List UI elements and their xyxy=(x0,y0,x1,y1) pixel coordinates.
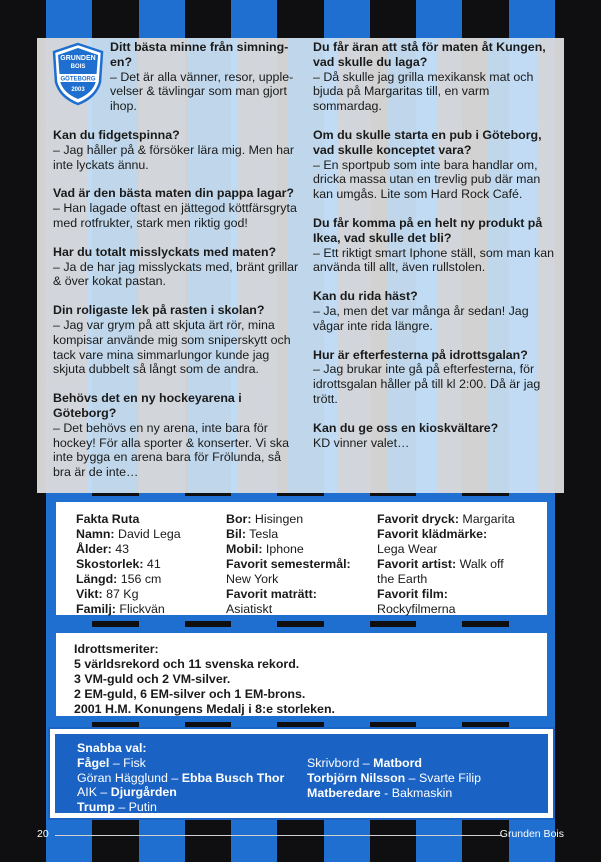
choice-sep: - xyxy=(380,785,392,800)
choice-row xyxy=(77,771,307,786)
fact-value: New York xyxy=(226,572,279,586)
question: Kan du fidgetspinna? xyxy=(53,127,180,142)
choice-sep: – xyxy=(359,756,374,770)
question: Vad är den bästa maten din pappa lagar? xyxy=(53,186,294,201)
qa-item xyxy=(53,186,300,230)
choice-row xyxy=(77,800,307,815)
fact-key: Favorit maträtt: xyxy=(226,587,317,601)
qa-item xyxy=(313,421,558,451)
answer: – Jag var grym på att skjuta ärt rör, mina kompisar använde mig som sniperskytt och tack vare mina simmarlungor kunde jag skjuta dubbelt så långt som de andra. xyxy=(53,317,291,377)
fact-key: Favorit film: xyxy=(377,587,448,601)
choice-sep: – xyxy=(109,755,124,770)
page-number: 20 xyxy=(37,828,49,840)
snabba-column-2 xyxy=(307,756,537,800)
choice-b: Bakmaskin xyxy=(391,785,453,800)
fact-key: Längd: xyxy=(76,572,118,586)
choice-a: Skrivbord xyxy=(307,756,360,770)
choice-sep: – xyxy=(96,785,111,800)
answer: – Det är alla vänner, resor, upple-velser & tävlingar som man gjort ihop. xyxy=(110,69,294,114)
fact-value: 156 cm xyxy=(117,572,162,586)
choice-sep: – xyxy=(405,770,419,785)
fact-key: Skostorlek: xyxy=(76,557,144,571)
answer: – Han lagade oftast en jättegod köttfärsgryta med rotfrukter, stark men riktig god! xyxy=(53,201,297,230)
qa-item xyxy=(313,348,558,407)
choice-b: Svarte Filip xyxy=(419,770,481,785)
fact-key: Familj: xyxy=(76,602,116,616)
fakta-column-3 xyxy=(377,512,552,617)
fact-value: Tesla xyxy=(245,527,279,541)
fact-value: Asiatiskt xyxy=(226,602,273,616)
question: Har du totalt misslyckats med maten? xyxy=(53,244,277,259)
choice-sep: – xyxy=(114,800,129,815)
fact-key: Bor: xyxy=(226,512,252,526)
choice-a: AIK xyxy=(77,785,97,800)
fact-key: Namn: xyxy=(76,527,115,541)
answer: – Ja de har jag misslyckats med, bränt grillar & över kokat pastan. xyxy=(53,259,299,289)
idrottsmeriter-box xyxy=(50,627,553,722)
choice-row xyxy=(307,756,537,771)
choice-a: Matberedare xyxy=(307,785,381,800)
fact-key: Favorit artist: xyxy=(377,557,457,571)
fact-value: Hisingen xyxy=(251,512,304,526)
question: Kan du ge oss en kioskvältare? xyxy=(313,420,499,435)
answer: – Jag brukar inte gå på efterfesterna, för idrottsgalan håller på till kl 2:00. Då är jag trött. xyxy=(313,362,541,406)
choice-a: Torbjörn Nilsson xyxy=(307,770,406,785)
choice-b: Matbord xyxy=(373,756,422,770)
fact-value: David Lega xyxy=(114,527,181,541)
fakta-ruta-box xyxy=(50,496,553,621)
merit-line: 5 världsrekord och 11 svenska rekord. xyxy=(74,657,300,671)
qa-item xyxy=(313,216,558,275)
answer: – Ett riktigt smart Iphone ställ, som man kan använda till allt, även rullstolen. xyxy=(313,245,555,275)
snabba-title: Snabba val: xyxy=(77,741,147,755)
fact-value: Walk off xyxy=(456,557,504,571)
fact-value: 41 xyxy=(143,557,161,571)
snabba-val-box xyxy=(50,729,553,818)
fact-value: 87 Kg xyxy=(102,587,139,601)
merit-line: 2001 H.M. Konungens Medalj i 8:e storleken. xyxy=(74,702,335,716)
question: Behövs det en ny hockeyarena i Göteborg? xyxy=(53,391,242,420)
choice-sep: – xyxy=(167,770,182,785)
choice-row xyxy=(77,756,307,771)
fact-value: Iphone xyxy=(262,542,304,556)
qa-item xyxy=(53,128,300,172)
fact-key: Favorit klädmärke: xyxy=(377,527,488,541)
qa-item xyxy=(313,40,558,114)
question: Du får komma på en helt ny produkt på Ikea, vad skulle det bli? xyxy=(313,215,543,245)
answer: – Det behövs en ny arena, inte bara för hockey! För alla sporter & konserter. Vi ska inte bygga en arena bara för Frölunda, så bra är de inte… xyxy=(53,420,289,480)
answer: – Då skulle jag grilla mexikansk mat och bjuda på Margaritas till, en varm sommardag. xyxy=(313,69,534,114)
choice-b: Fisk xyxy=(123,755,146,770)
choice-b: Putin xyxy=(128,800,157,815)
page-footer xyxy=(0,826,601,846)
logo-year: 2003 xyxy=(71,87,85,93)
choice-row xyxy=(307,771,537,786)
choice-row xyxy=(77,785,307,800)
fact-value: Lega Wear xyxy=(377,542,438,556)
footer-divider xyxy=(55,835,501,836)
snabba-column-1 xyxy=(77,741,307,815)
fact-value: Margarita xyxy=(458,512,515,526)
answer: – Ja, men det var många år sedan! Jag vågar inte rida längre. xyxy=(313,303,529,333)
question: Hur är efterfesterna på idrottsgalan? xyxy=(313,347,528,362)
logo-line2: BOIS xyxy=(70,64,86,70)
fact-key: Fakta Ruta xyxy=(76,512,140,526)
qa-item xyxy=(313,289,558,333)
choice-row xyxy=(307,786,537,801)
answer: KD vinner valet… xyxy=(313,435,410,450)
qa-item xyxy=(53,40,300,114)
fact-value: 43 xyxy=(111,542,130,556)
merit-line: 3 VM-guld och 2 VM-silver. xyxy=(74,672,231,686)
left-column xyxy=(53,40,300,494)
fact-value: the Earth xyxy=(377,572,428,586)
fact-key: Favorit semestermål: xyxy=(226,557,351,571)
fact-key: Ålder: xyxy=(76,542,112,556)
fact-key: Vikt: xyxy=(76,587,103,601)
choice-a: Göran Hägglund xyxy=(77,770,168,785)
merits-title: Idrottsmeriter: xyxy=(74,642,159,656)
choice-b: Ebba Busch Thor xyxy=(181,770,285,785)
qa-item xyxy=(53,245,300,289)
choice-a: Fågel xyxy=(77,755,110,770)
fact-key: Favorit dryck: xyxy=(377,512,459,526)
qa-item xyxy=(53,303,300,377)
fact-key: Mobil: xyxy=(226,542,263,556)
fakta-column-2 xyxy=(226,512,376,617)
logo-line1: GRUNDEN xyxy=(60,55,96,62)
qa-item xyxy=(53,391,300,480)
question: Ditt bästa minne från simning-en? xyxy=(110,40,289,69)
answer: – Jag håller på & försöker lära mig. Men har inte lyckats ännu. xyxy=(53,142,295,172)
choice-b: Djurgården xyxy=(110,785,177,800)
question: Kan du rida häst? xyxy=(313,289,418,304)
qa-item xyxy=(313,128,558,202)
merit-line: 2 EM-guld, 6 EM-silver och 1 EM-brons. xyxy=(74,687,306,701)
magazine-name: Grunden Bois xyxy=(499,828,564,840)
question: Du får äran att stå för maten åt Kungen, vad skulle du laga? xyxy=(313,40,546,69)
choice-a: Trump xyxy=(77,800,115,815)
right-column xyxy=(313,40,558,464)
answer: – En sportpub som inte bara handlar om, dricka massa utan en trevlig pub där man kan umgås. Lite som Hard Rock Café. xyxy=(313,157,541,202)
logo-line3: GÖTEBORG xyxy=(60,76,96,83)
fact-value: Flickvän xyxy=(115,602,165,616)
fact-value: Rockyfilmerna xyxy=(377,602,456,616)
question: Om du skulle starta en pub i Göteborg, vad skulle konceptet vara? xyxy=(313,127,542,157)
fakta-column-1 xyxy=(76,512,226,617)
fact-key: Bil: xyxy=(226,527,246,541)
question: Din roligaste lek på rasten i skolan? xyxy=(53,303,265,318)
